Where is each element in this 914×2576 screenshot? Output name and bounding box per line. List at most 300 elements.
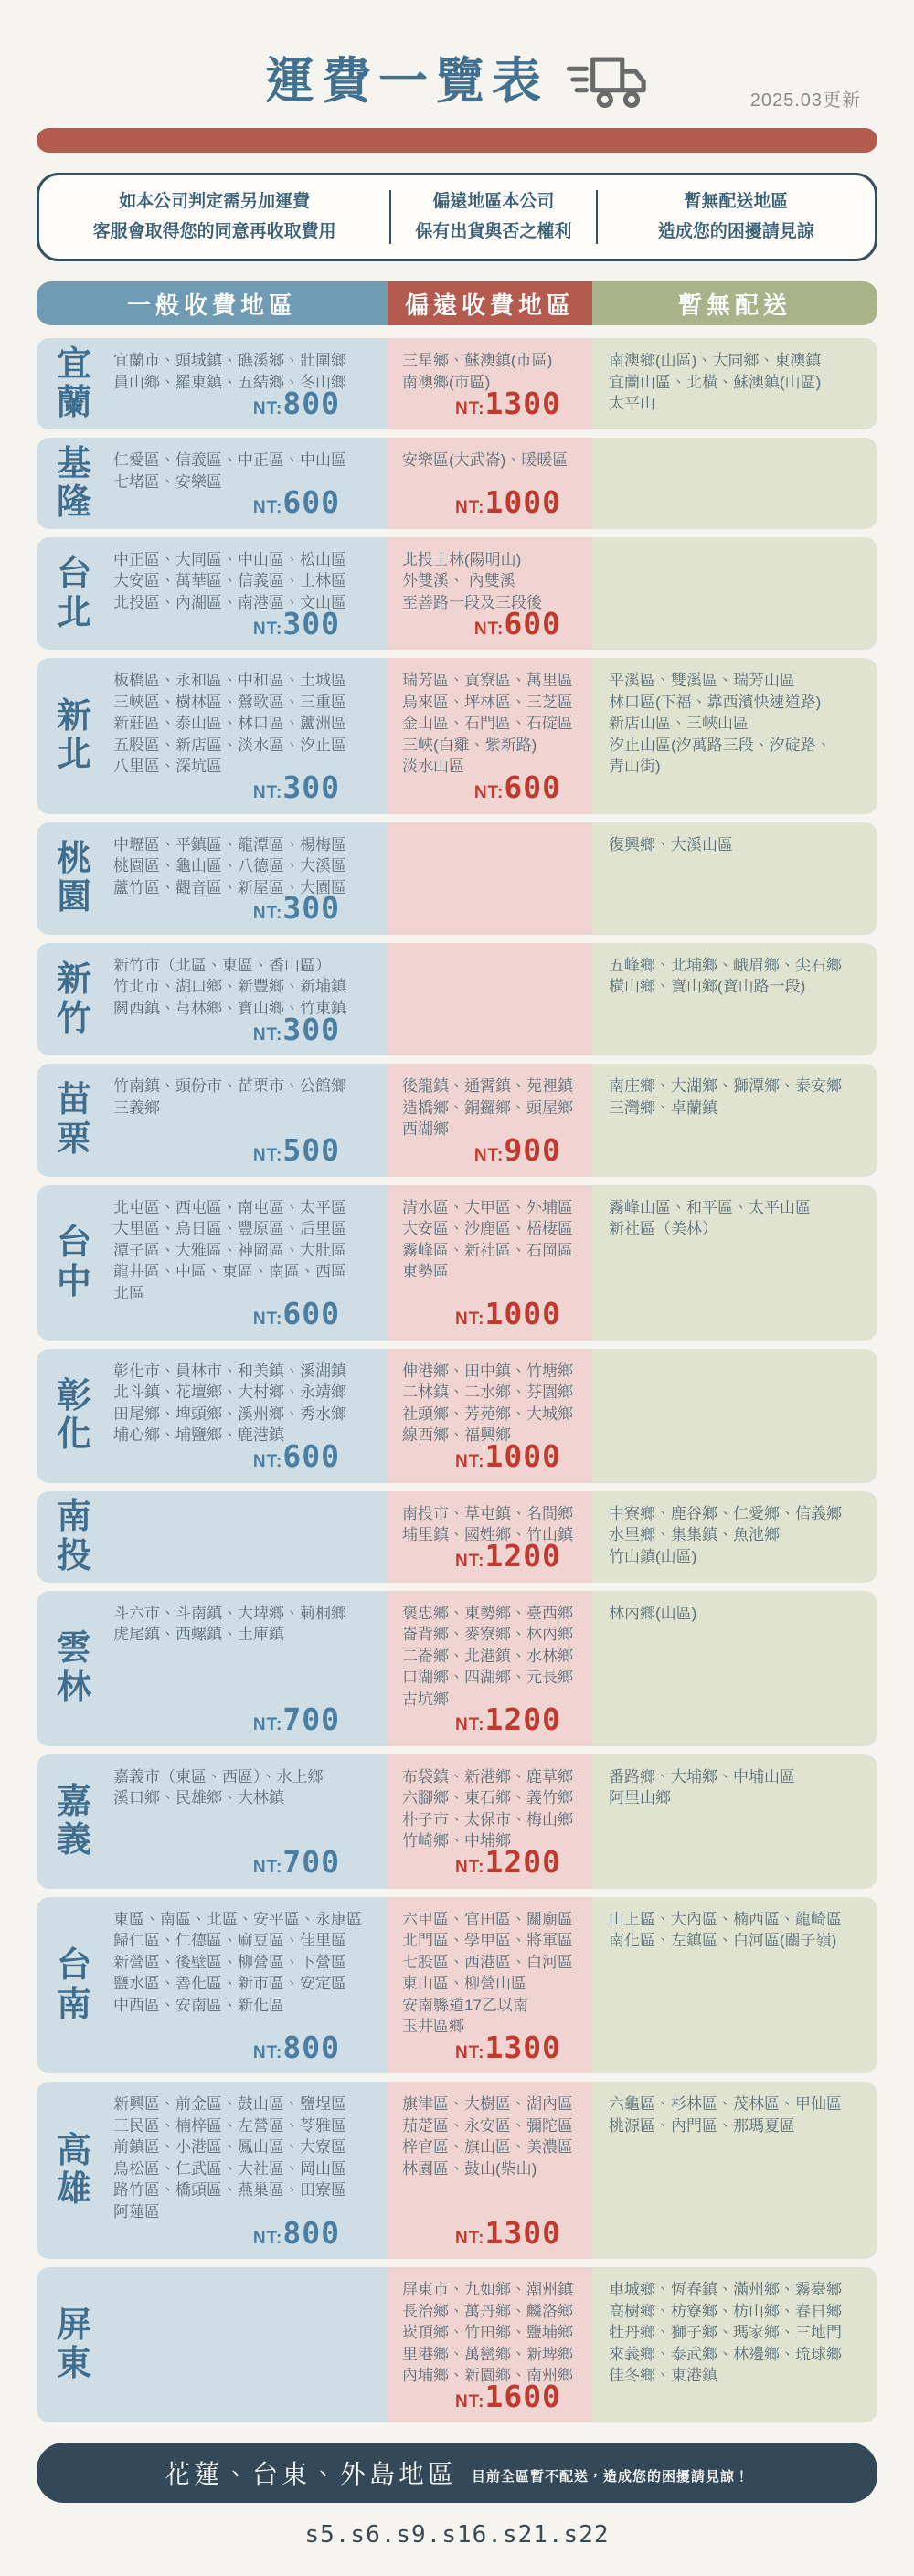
- general-fee-cell: [112, 537, 388, 650]
- price: [253, 482, 340, 524]
- no-delivery-cell: [592, 1754, 877, 1889]
- area-line: 前鎮區、小港區、鳳山區、大寮區: [113, 2138, 346, 2157]
- area-line: 三峽區、樹林區、鶯歌區、三重區: [113, 693, 346, 711]
- region-char: 北: [56, 593, 91, 632]
- area-line: 梓官區、旗山區、美濃區: [402, 2138, 573, 2157]
- region-char: 彰: [56, 1376, 91, 1415]
- price: [253, 1129, 340, 1171]
- area-line: 東山區、柳營山區: [402, 1975, 526, 1993]
- region-label: [37, 1754, 112, 1889]
- notice-line: 如本公司判定需另加運費: [119, 192, 311, 211]
- region-label: [37, 1349, 112, 1483]
- fee-row: [37, 1754, 877, 1889]
- no-delivery-cell: [592, 2082, 877, 2259]
- area-line: 溪口鄉、民雄鄉、大林鎮: [113, 1789, 284, 1807]
- area-line: 板橋區、永和區、中和區、土城區: [113, 672, 346, 690]
- price-amount: 700: [282, 1844, 340, 1881]
- area-line: 社頭鄉、芳苑鄉、大城鄉: [402, 1405, 573, 1423]
- area-line: 北門區、學甲區、將軍區: [402, 1932, 573, 1950]
- area-line: 崙背鄉、麥寮鄉、林內鄉: [402, 1626, 573, 1644]
- region-label: [37, 1897, 112, 2074]
- no-delivery-cell: [592, 943, 877, 1055]
- divider-bar: [37, 128, 877, 153]
- area-line: 線西鄉、福興鄉: [402, 1426, 511, 1445]
- no-delivery-cell: [592, 1897, 877, 2074]
- fee-table: [37, 338, 877, 2422]
- area-line: 佳冬鄉、東港鎮: [609, 2367, 717, 2385]
- area-line: 新竹市（北區、東區、香山區）: [113, 956, 331, 974]
- notice-no-delivery: [598, 190, 875, 244]
- area-line: 嘉義市（東區、西區）、水上鄉: [113, 1767, 324, 1786]
- footer-banner: [37, 2443, 877, 2503]
- currency-prefix: NT:: [454, 1452, 485, 1472]
- price-amount: 600: [504, 605, 561, 641]
- fee-row: [37, 438, 877, 529]
- remote-fee-cell: [388, 2082, 592, 2259]
- area-line: 南化區、左鎮區、白河區(關子嶺): [609, 1932, 837, 1950]
- area-line: 埔里鎮、國姓鄉、竹山鎮: [402, 1526, 573, 1544]
- remote-fee-cell: [388, 438, 592, 529]
- price: [253, 2212, 340, 2254]
- column-header-remote: 偏遠收費地區: [388, 281, 592, 325]
- area-line: 竹北市、湖口鄉、新豐鄉、新埔鎮: [113, 978, 346, 996]
- area-line: 六甲區、官田區、關廟區: [402, 1910, 573, 1928]
- currency-prefix: NT:: [454, 398, 485, 419]
- price-amount: 600: [282, 484, 340, 521]
- currency-prefix: NT:: [252, 498, 283, 518]
- area-line: 霧峰山區、和平區、太平山區: [609, 1198, 811, 1216]
- area-line: 二林鎮、二水鄉、芬園鄉: [402, 1383, 573, 1402]
- area-line: 宜蘭山區、北橫、蘇澳鎮(山區): [609, 373, 822, 391]
- currency-prefix: NT:: [252, 1024, 283, 1044]
- area-line: 新興區、前金區、鼓山區、鹽埕區: [113, 2095, 346, 2114]
- area-line: 竹山鎮(山區): [609, 1547, 697, 1565]
- region-char: 園: [56, 878, 91, 917]
- price-amount: 700: [282, 1701, 340, 1738]
- area-line: 屏東市、九如鄉、潮州鎮: [402, 2281, 573, 2299]
- column-header-general: 一般收費地區: [37, 281, 388, 325]
- region-char: 義: [56, 1821, 91, 1860]
- area-line: 造橋鄉、銅鑼鄉、頭屋鄉: [402, 1098, 573, 1117]
- area-line: 崁頂鄉、竹田鄉、鹽埔鄉: [402, 2324, 573, 2342]
- currency-prefix: NT:: [252, 2042, 283, 2062]
- area-line: 玉井區鄉: [402, 2018, 464, 2036]
- price: [253, 767, 340, 809]
- region-char: 桃: [56, 839, 91, 878]
- price: [455, 482, 561, 524]
- area-line: 後龍鎮、通霄鎮、苑裡鎮: [402, 1077, 573, 1096]
- area-line: 橫山鄉、寶山鄉(寶山路一段): [609, 978, 806, 996]
- region-char: 中: [56, 1262, 91, 1301]
- region-label: [37, 822, 112, 935]
- area-line: 旗津區、大樹區、湖內區: [402, 2095, 573, 2114]
- area-line: 虎尾鎮、西螺鎮、土庫鎮: [113, 1626, 284, 1644]
- area-line: 大安區、沙鹿區、梧棲區: [402, 1220, 573, 1238]
- area-line: 南澳鄉(市區): [402, 373, 491, 391]
- region-char: 南: [56, 1985, 91, 2024]
- price: [253, 1436, 340, 1478]
- fee-row: [37, 2267, 877, 2422]
- no-delivery-cell: [592, 338, 877, 429]
- area-line: 埔心鄉、埔鹽鄉、鹿港鎮: [113, 1426, 284, 1445]
- area-line: 東區、南區、北區、安平區、永康區: [113, 1910, 362, 1928]
- area-line: 車城鄉、恆春鎮、滿州鄉、霧臺鄉: [609, 2281, 842, 2299]
- currency-prefix: NT:: [454, 498, 485, 518]
- price-amount: 1200: [484, 1538, 561, 1574]
- area-line: 五股區、新店區、淡水區、汐止區: [113, 736, 346, 754]
- price: [455, 2376, 561, 2418]
- area-line: 彰化市、員林市、和美鎮、溪湖鎮: [113, 1362, 346, 1380]
- no-delivery-cell: [592, 2267, 877, 2422]
- area-line: 田尾鄉、埤頭鄉、溪州鄉、秀水鄉: [113, 1405, 346, 1423]
- area-line: 五峰鄉、北埔鄉、峨眉鄉、尖石鄉: [609, 956, 842, 974]
- region-char: 隆: [56, 483, 91, 523]
- price-amount: 300: [282, 890, 340, 927]
- region-char: 栗: [56, 1120, 91, 1160]
- price-amount: 500: [282, 1132, 340, 1169]
- notice-box: [37, 173, 877, 261]
- area-line: 水里鄉、集集鎮、魚池鄉: [609, 1526, 780, 1544]
- area-line: 竹崎鄉、中埔鄉: [402, 1832, 511, 1850]
- column-header-no-delivery: 暫無配送: [592, 281, 877, 325]
- region-label: [37, 1064, 112, 1176]
- area-line: 太平山: [609, 395, 655, 413]
- currency-prefix: NT:: [454, 1858, 485, 1878]
- remote-fee-cell: [388, 1349, 592, 1483]
- area-line: 阿蓮區: [113, 2202, 160, 2221]
- area-line: 高樹鄉、枋寮鄉、枋山鄉、春日鄉: [609, 2302, 842, 2320]
- area-line: 仁愛區、信義區、中正區、中山區: [113, 451, 346, 470]
- area-line: 褒忠鄉、東勢鄉、臺西鄉: [402, 1604, 573, 1622]
- fee-row: [37, 1591, 877, 1746]
- region-label: [37, 658, 112, 813]
- notice-line: 客服會取得您的同意再收取費用: [92, 221, 336, 241]
- area-line: 三峽(白雞、紫新路): [402, 736, 537, 754]
- remote-fee-cell: [388, 1491, 592, 1583]
- remote-fee-cell: [388, 943, 592, 1055]
- region-char: 雄: [56, 2170, 91, 2210]
- general-fee-cell: [112, 1064, 388, 1176]
- region-char: 竹: [56, 999, 91, 1038]
- area-line: 山上區、大內區、楠西區、龍崎區: [609, 1910, 842, 1928]
- area-line: 東勢區: [402, 1263, 449, 1281]
- region-char: 屏: [56, 2306, 91, 2345]
- price: [253, 1699, 340, 1741]
- area-line: 桃園區、龜山區、八德區、大溪區: [113, 857, 346, 875]
- region-label: [37, 1591, 112, 1746]
- currency-prefix: NT:: [252, 1452, 283, 1472]
- remote-fee-cell: [388, 2267, 592, 2422]
- region-char: 新: [56, 696, 91, 736]
- region-char: 化: [56, 1415, 91, 1455]
- area-line: 番路鄉、大埔鄉、中埔山區: [609, 1767, 795, 1786]
- no-delivery-cell: [592, 1491, 877, 1583]
- area-line: 鳥松區、仁武區、大社區、岡山區: [113, 2159, 346, 2178]
- general-fee-cell: [112, 1185, 388, 1341]
- currency-prefix: NT:: [252, 904, 283, 924]
- currency-prefix: NT:: [252, 783, 283, 803]
- area-line: 古坑鄉: [402, 1690, 449, 1708]
- no-delivery-cell: [592, 1064, 877, 1176]
- currency-prefix: NT:: [252, 1715, 283, 1735]
- area-line: 外雙溪、 內雙溪: [402, 572, 515, 590]
- currency-prefix: NT:: [473, 783, 505, 803]
- fee-row: [37, 1349, 877, 1483]
- price: [474, 603, 561, 645]
- area-line: 西湖鄉: [402, 1120, 449, 1139]
- area-line: 布袋鎮、新港鄉、鹿草鄉: [402, 1767, 573, 1786]
- region-char: 台: [56, 555, 91, 594]
- remote-fee-cell: [388, 537, 592, 650]
- area-line: 至善路一段及三段後: [402, 593, 542, 611]
- price-amount: 1200: [484, 1701, 561, 1738]
- price: [253, 887, 340, 929]
- price: [253, 603, 340, 645]
- general-fee-cell: [112, 438, 388, 529]
- currency-prefix: NT:: [473, 1146, 505, 1166]
- area-line: 六龜區、杉林區、茂林區、甲仙區: [609, 2095, 842, 2114]
- area-line: 新店山區、三峽山區: [609, 715, 749, 733]
- currency-prefix: NT:: [454, 1309, 485, 1330]
- price-amount: 300: [282, 1011, 340, 1047]
- area-line: 中壢區、平鎮區、龍潭區、楊梅區: [113, 835, 346, 853]
- area-line: 清水區、大甲區、外埔區: [402, 1198, 573, 1216]
- area-line: 霧峰區、新社區、石岡區: [402, 1241, 573, 1259]
- price: [455, 2212, 561, 2254]
- area-line: 三義鄉: [113, 1098, 160, 1117]
- area-line: 竹南鎮、頭份市、苗栗市、公館鄉: [113, 1077, 346, 1096]
- area-line: 斗六市、斗南鎮、大埤鄉、莿桐鄉: [113, 1604, 346, 1622]
- column-headers: [37, 281, 877, 325]
- no-delivery-cell: [592, 1185, 877, 1341]
- price-amount: 1300: [484, 385, 561, 421]
- fee-row: [37, 822, 877, 935]
- area-line: 大里區、烏日區、豐原區、后里區: [113, 1220, 346, 1238]
- price: [253, 1009, 340, 1051]
- currency-prefix: NT:: [252, 398, 283, 419]
- notice-remote-right: [389, 190, 598, 244]
- fee-row: [37, 1185, 877, 1341]
- area-line: 大安區、萬華區、信義區、士林區: [113, 572, 346, 590]
- region-char: 嘉: [56, 1782, 91, 1821]
- price-amount: 1600: [484, 2378, 561, 2414]
- currency-prefix: NT:: [454, 1715, 485, 1735]
- no-delivery-cell: [592, 822, 877, 935]
- area-line: 汐止山區(汐萬路三段、汐碇路、: [609, 736, 832, 754]
- region-label: [37, 1491, 112, 1583]
- area-line: 口湖鄉、四湖鄉、元長鄉: [402, 1669, 573, 1687]
- region-char: 新: [56, 960, 91, 1000]
- general-fee-cell: [112, 1754, 388, 1889]
- area-line: 朴子市、太保市、梅山鄉: [402, 1810, 573, 1829]
- area-line: 南投市、草屯鎮、名間鄉: [402, 1504, 573, 1522]
- area-line: 北投士林(陽明山): [402, 551, 522, 568]
- region-char: 台: [56, 1946, 91, 1986]
- area-line: 安樂區(大武崙)、暖暖區: [402, 451, 569, 470]
- price: [455, 1436, 561, 1478]
- region-char: 宜: [56, 345, 91, 384]
- price-amount: 300: [282, 769, 340, 806]
- price: [253, 383, 340, 425]
- area-line: 北區: [113, 1284, 144, 1302]
- price: [474, 767, 561, 809]
- fee-row: [37, 2082, 877, 2259]
- price-amount: 900: [504, 1132, 561, 1169]
- area-line: 淡水山區: [402, 758, 464, 776]
- fee-row: [37, 1897, 877, 2074]
- area-line: 新營區、後壁區、柳營區、下營區: [113, 1953, 346, 1971]
- region-label: [37, 943, 112, 1055]
- fee-row: [37, 537, 877, 650]
- area-line: 新莊區、泰山區、林口區、蘆洲區: [113, 715, 346, 733]
- price-amount: 300: [282, 605, 340, 641]
- area-line: 林口區(下福、靠西濱快速道路): [609, 693, 822, 711]
- area-line: 路竹區、橋頭區、燕巢區、田寮區: [113, 2181, 346, 2200]
- general-fee-cell: [112, 2082, 388, 2259]
- no-delivery-cell: [592, 537, 877, 650]
- price-amount: 1000: [484, 484, 561, 521]
- no-delivery-cell: [592, 658, 877, 813]
- region-char: 台: [56, 1224, 91, 1263]
- area-line: 關西鎮、芎林鄉、寶山鄉、竹東鎮: [113, 999, 346, 1017]
- area-line: 林內鄉(山區): [609, 1604, 697, 1622]
- price-amount: 1000: [484, 1296, 561, 1332]
- price: [253, 1841, 340, 1883]
- area-line: 龍井區、中區、東區、南區、西區: [113, 1263, 346, 1281]
- region-char: 投: [56, 1536, 91, 1575]
- region-char: 基: [56, 444, 91, 483]
- currency-prefix: NT:: [252, 1146, 283, 1166]
- area-line: 林園區、鼓山(柴山): [402, 2159, 537, 2178]
- remote-fee-cell: [388, 1754, 592, 1889]
- bottom-caption: s5.s6.s9.s16.s21.s22: [304, 2521, 610, 2549]
- area-line: 阿里山鄉: [609, 1789, 671, 1807]
- area-line: 六腳鄉、東石鄉、義竹鄉: [402, 1789, 573, 1807]
- price: [455, 2027, 561, 2069]
- footer-regions: 花蓮、台東、外島地區: [164, 2460, 457, 2489]
- region-char: 北: [56, 736, 91, 775]
- remote-fee-cell: [388, 822, 592, 935]
- area-line: 南庄鄉、大湖鄉、獅潭鄉、泰安鄉: [609, 1077, 842, 1096]
- price-amount: 600: [282, 1438, 340, 1475]
- general-fee-cell: [112, 1491, 388, 1583]
- area-line: 長治鄉、萬丹鄉、麟洛鄉: [402, 2302, 573, 2320]
- price-amount: 800: [282, 2214, 340, 2251]
- area-line: 三灣鄉、卓蘭鎮: [609, 1098, 717, 1117]
- remote-fee-cell: [388, 1185, 592, 1341]
- price: [455, 383, 561, 425]
- no-delivery-cell: [592, 438, 877, 529]
- currency-prefix: NT:: [252, 1858, 283, 1878]
- area-line: 員山鄉、羅東鎮、五結鄉、冬山鄉: [113, 373, 346, 391]
- area-line: 平溪區、雙溪區、瑞芳山區: [609, 672, 795, 690]
- area-line: 來義鄉、泰武鄉、林邊鄉、琉球鄉: [609, 2345, 842, 2363]
- general-fee-cell: [112, 2267, 388, 2422]
- region-label: [37, 2082, 112, 2259]
- remote-fee-cell: [388, 1897, 592, 2074]
- area-line: 桃源區、內門區、那瑪夏區: [609, 2116, 795, 2135]
- area-line: 復興鄉、大溪山區: [609, 835, 733, 853]
- header: [37, 26, 877, 128]
- area-line: 三民區、楠梓區、左營區、苓雅區: [113, 2116, 346, 2135]
- area-line: 宜蘭市、頭城鎮、礁溪鄉、壯圍鄉: [113, 352, 346, 370]
- region-char: 苗: [56, 1081, 91, 1120]
- notice-line: 偏遠地區本公司: [432, 192, 555, 211]
- area-line: 七堵區、安樂區: [113, 472, 222, 491]
- fee-row: [37, 1064, 877, 1176]
- price-amount: 800: [282, 2029, 340, 2065]
- area-line: 瑞芳區、貢寮區、萬里區: [402, 672, 573, 690]
- price: [455, 1699, 561, 1741]
- area-line: 烏來區、坪林區、三芝區: [402, 693, 573, 711]
- area-line: 金山區、石門區、石碇區: [402, 715, 573, 733]
- remote-fee-cell: [388, 658, 592, 813]
- page-title: 運費一覽表: [265, 53, 548, 109]
- area-line: 八里區、深坑區: [113, 758, 222, 776]
- general-fee-cell: [112, 1897, 388, 2074]
- area-line: 蘆竹區、觀音區、新屋區、大園區: [113, 878, 346, 896]
- area-line: 中西區、安南區、新化區: [113, 1996, 284, 2014]
- area-line: 新社區（美林）: [609, 1220, 717, 1238]
- area-line: 鹽水區、善化區、新市區、安定區: [113, 1975, 346, 1993]
- area-line: 青山街): [609, 758, 661, 776]
- price: [253, 2027, 340, 2069]
- area-line: 歸仁區、仁德區、麻豆區、佳里區: [113, 1932, 346, 1950]
- area-line: 二崙鄉、北港鎮、水林鄉: [402, 1647, 573, 1665]
- price-amount: 600: [504, 769, 561, 806]
- no-delivery-cell: [592, 1349, 877, 1483]
- region-char: 蘭: [56, 384, 91, 423]
- price-amount: 600: [282, 1296, 340, 1332]
- general-fee-cell: [112, 658, 388, 813]
- general-fee-cell: [112, 1591, 388, 1746]
- area-line: 伸港鄉、田中鎮、竹塘鄉: [402, 1362, 573, 1380]
- region-label: [37, 438, 112, 529]
- region-label: [37, 2267, 112, 2422]
- area-line: 北投區、內湖區、南港區、文山區: [113, 593, 346, 611]
- area-line: 中寮鄉、鹿谷鄉、仁愛鄉、信義鄉: [609, 1504, 842, 1522]
- region-label: [37, 338, 112, 429]
- area-line: 安南縣道17乙以南: [402, 1996, 528, 2014]
- delivery-truck-icon: [565, 48, 649, 111]
- area-line: 北屯區、西屯區、南屯區、太平區: [113, 1198, 346, 1216]
- area-line: 三星鄉、蘇澳鎮(市區): [402, 352, 553, 370]
- region-char: 林: [56, 1668, 91, 1707]
- notice-line: 暫無配送地區: [684, 192, 789, 211]
- currency-prefix: NT:: [454, 2042, 485, 2062]
- region-char: 雲: [56, 1629, 91, 1669]
- footer-note: 目前全區暫不配送，造成您的困擾請見諒！: [472, 2468, 750, 2485]
- area-line: 中正區、大同區、中山區、松山區: [113, 551, 346, 568]
- currency-prefix: NT:: [454, 2228, 485, 2248]
- general-fee-cell: [112, 822, 388, 935]
- currency-prefix: NT:: [252, 1309, 283, 1330]
- currency-prefix: NT:: [473, 619, 505, 639]
- price: [474, 1129, 561, 1171]
- area-line: 內埔鄉、新園鄉、南州鄉: [402, 2367, 573, 2385]
- no-delivery-cell: [592, 1591, 877, 1746]
- currency-prefix: NT:: [252, 2228, 283, 2248]
- remote-fee-cell: [388, 1064, 592, 1176]
- remote-fee-cell: [388, 338, 592, 429]
- area-line: 北斗鎮、花壇鄉、大村鄉、永靖鄉: [113, 1383, 346, 1402]
- general-fee-cell: [112, 1349, 388, 1483]
- area-line: 南澳鄉(山區)、大同鄉、東澳鎮: [609, 352, 822, 370]
- general-fee-cell: [112, 338, 388, 429]
- region-char: 高: [56, 2131, 91, 2170]
- notice-line: 造成您的困擾請見諒: [657, 221, 814, 241]
- region-char: 南: [56, 1498, 91, 1537]
